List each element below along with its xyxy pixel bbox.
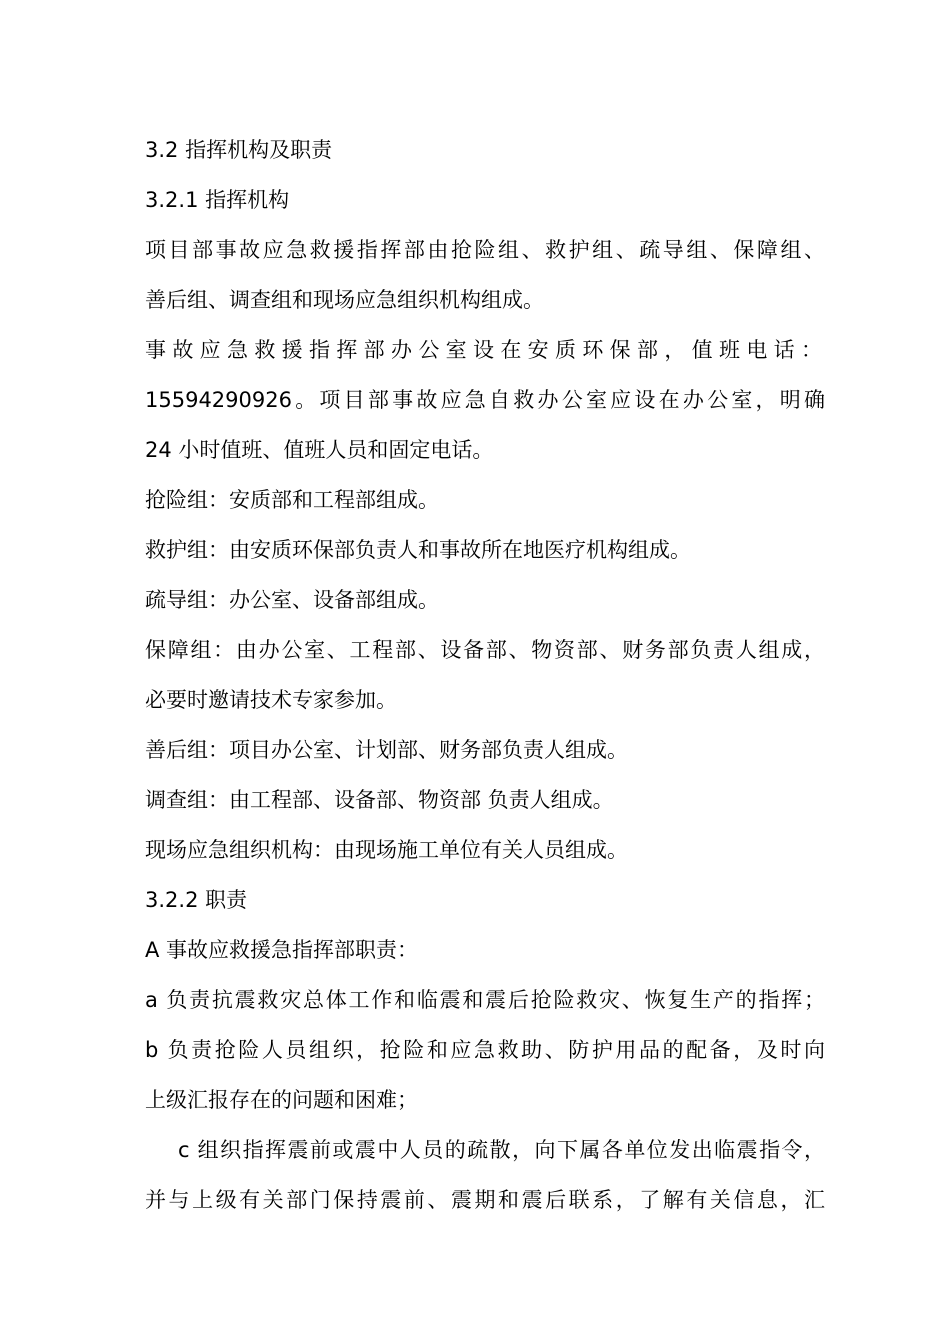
paragraph-line: 15594290926。项目部事故应急自救办公室应设在办公室，明确 — [145, 388, 825, 412]
section-heading-3-2: 3.2 指挥机构及职责 — [145, 138, 333, 162]
paragraph-line: 现场应急组织机构：由现场施工单位有关人员组成。 — [145, 838, 628, 862]
paragraph-line: 疏导组：办公室、设备部组成。 — [145, 588, 439, 612]
paragraph-line: 善后组：项目办公室、计划部、财务部负责人组成。 — [145, 738, 628, 762]
paragraph-line: 项目部事故应急救援指挥部由抢险组、救护组、疏导组、保障组、 — [145, 238, 825, 262]
paragraph-line: a 负责抗震救灾总体工作和临震和震后抢险救灾、恢复生产的指挥； — [145, 988, 825, 1012]
paragraph-line: 调查组：由工程部、设备部、物资部 负责人组成。 — [145, 788, 614, 812]
paragraph-line: 抢险组：安质部和工程部组成。 — [145, 488, 439, 512]
paragraph-line: 救护组：由安质环保部负责人和事故所在地医疗机构组成。 — [145, 538, 691, 562]
paragraph-line: c 组织指挥震前或震中人员的疏散，向下属各单位发出临震指令， — [178, 1138, 825, 1162]
paragraph-line: 事故应急救援指挥部办公室设在安质环保部，值班电话： — [145, 338, 825, 362]
paragraph-line: 24 小时值班、值班人员和固定电话。 — [145, 438, 494, 462]
paragraph-line: 善后组、调查组和现场应急组织机构组成。 — [145, 288, 544, 312]
subsection-heading-3-2-1: 3.2.1 指挥机构 — [145, 188, 290, 212]
paragraph-line: b 负责抢险人员组织，抢险和应急救助、防护用品的配备，及时向 — [145, 1038, 825, 1062]
paragraph-line: 保障组：由办公室、工程部、设备部、物资部、财务部负责人组成， — [145, 638, 825, 662]
paragraph-line: 上级汇报存在的问题和困难； — [145, 1088, 418, 1112]
paragraph-line: A 事故应救援急指挥部职责： — [145, 938, 419, 962]
subsection-heading-3-2-2: 3.2.2 职责 — [145, 888, 248, 912]
paragraph-line: 必要时邀请技术专家参加。 — [145, 688, 397, 712]
paragraph-line: 并与上级有关部门保持震前、震期和震后联系，了解有关信息，汇 — [145, 1188, 825, 1212]
